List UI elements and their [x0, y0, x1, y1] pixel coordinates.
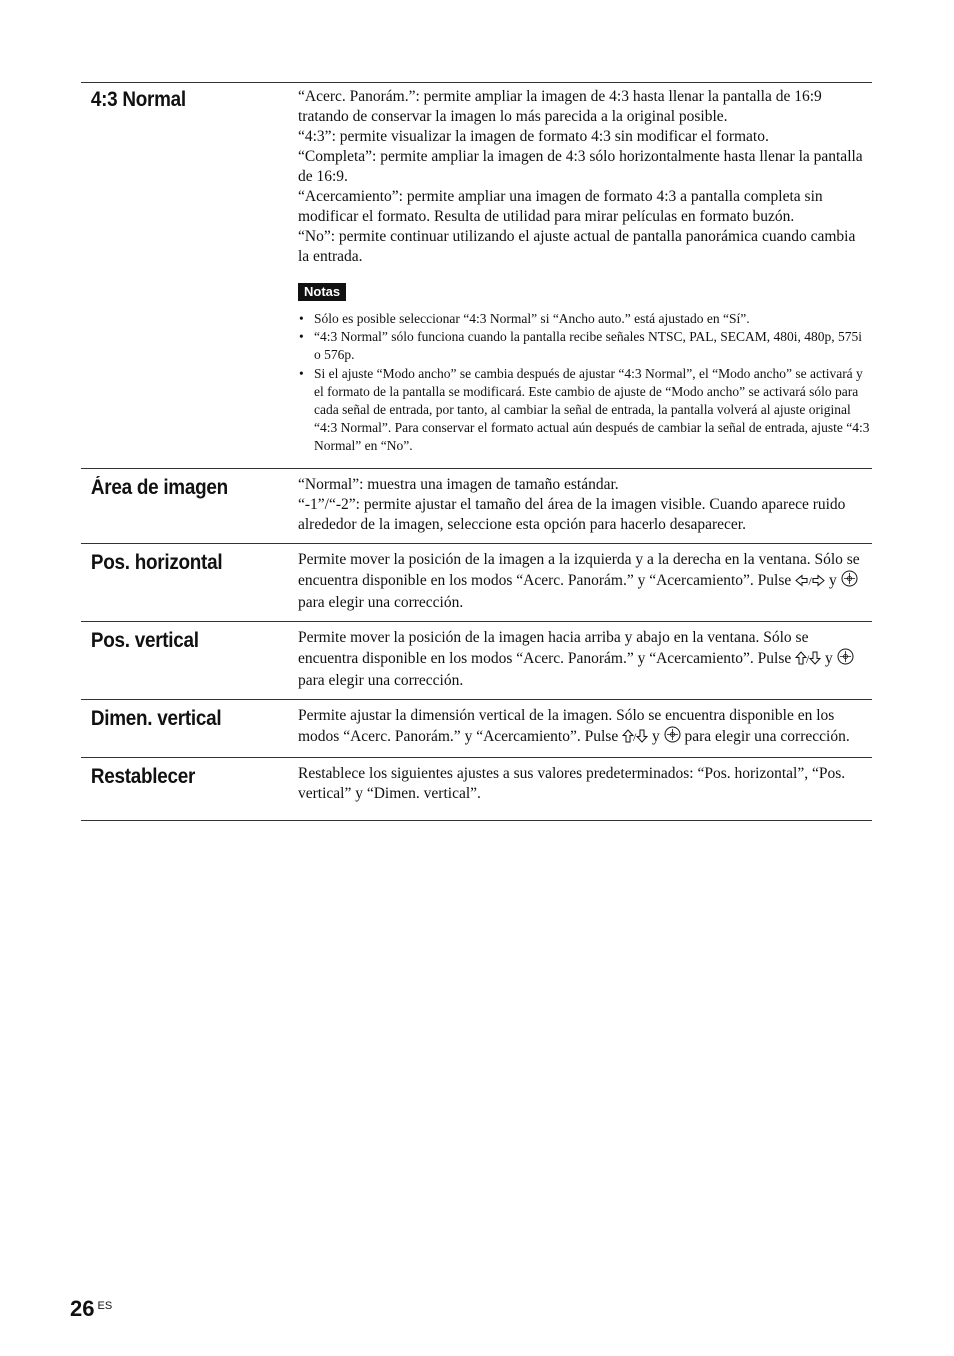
row-pos-vertical [81, 622, 872, 700]
settings-table [81, 82, 872, 821]
desc-pos-vertical [298, 628, 872, 691]
term-4-3-normal: 4:3 Normal [90, 88, 186, 111]
desc-text: Permite mover la posición de la imagen hacia arriba y abajo en la ventana. Sólo se encuentra disponible en los modos “Acerc. Panorám.” y “Acercamiento”. Pulse [298, 628, 809, 667]
row-4-3-normal [81, 83, 872, 469]
desc-text: y [825, 571, 841, 589]
left-right-arrows-icon [795, 573, 825, 593]
up-down-arrows-icon [622, 729, 648, 749]
desc-text: Permite mover la posición de la imagen a la izquierda y a la derecha en la ventana. Sólo se encuentra disponible en los modos “Acerc. Panorám.” y “Acercamiento”. Pulse [298, 550, 860, 589]
row-restablecer [81, 758, 872, 821]
desc-line: “No”: permite continuar utilizando el ajuste actual de pantalla panorámica cuando cambia la entrada. [298, 228, 856, 265]
enter-button-icon [841, 570, 858, 593]
desc-text: para elegir una corrección. [680, 727, 850, 745]
row-pos-horizontal [81, 544, 872, 622]
desc-text: para elegir una corrección. [298, 593, 464, 611]
note-item: • Si el ajuste “Modo ancho” se cambia después de ajustar “4:3 Normal”, el “Modo ancho” se activará y el formato de la pantalla se modificará. Este cambio de ajuste de “Modo ancho” se activará sólo para cada señal de entrada, por tanto, al cambiar la señal de entrada, la pantalla volverá al ajuste original “4:3 Normal”. Para conservar el formato actual aún después de cambiar la señal de entrada, ajuste “4:3 Normal” en “No”. [298, 365, 870, 456]
svg-text:/: / [633, 729, 637, 743]
desc-text: Permite ajustar la dimensión vertical de la imagen. Sólo se encuentra disponible en los modos “Acerc. Panorám.” y “Acercamiento”. Pulse [298, 706, 835, 745]
enter-button-icon [664, 726, 681, 749]
row-area-de-imagen [81, 469, 872, 544]
desc-text: y [648, 727, 664, 745]
note-item: • “4:3 Normal” sólo funciona cuando la pantalla recibe señales NTSC, PAL, SECAM, 480i, 480p, 575i o 576p. [298, 328, 870, 364]
desc-line: “Completa”: permite ampliar la imagen de 4:3 sólo horizontalmente hasta llenar la pantalla de 16:9. [298, 148, 863, 185]
desc-4-3-normal [298, 87, 872, 460]
term-pos-vertical: Pos. vertical [90, 628, 199, 652]
note-item: • Sólo es posible seleccionar “4:3 Normal” si “Ancho auto.” está ajustado en “Sí”. [298, 310, 870, 328]
term-restablecer: Restablecer [90, 764, 196, 788]
desc-area-de-imagen [298, 475, 872, 535]
enter-button-icon [837, 648, 854, 671]
desc-restablecer [298, 764, 872, 804]
desc-line: “Normal”: muestra una imagen de tamaño estándar. [298, 475, 619, 493]
desc-dimen-vertical [298, 706, 872, 749]
desc-pos-horizontal [298, 550, 872, 613]
up-down-arrows-icon [795, 651, 821, 671]
term-area-de-imagen: Área de imagen [90, 475, 228, 499]
page-footer [70, 1297, 112, 1321]
svg-text:/: / [808, 573, 812, 587]
page-language: ES [97, 1300, 113, 1312]
term-dimen-vertical: Dimen. vertical [90, 706, 222, 730]
notes-list [298, 310, 870, 456]
desc-paragraph [298, 628, 870, 691]
desc-text: y [821, 649, 837, 667]
desc-paragraph [298, 550, 870, 613]
desc-line: Restablece los siguientes ajustes a sus valores predeterminados: “Pos. horizontal”, “Pos. vertical” y “Dimen. vertical”. [298, 764, 846, 802]
notes-badge: Notas [298, 283, 346, 301]
term-pos-horizontal: Pos. horizontal [90, 550, 223, 574]
svg-text:/: / [806, 651, 810, 665]
desc-line: “Acerc. Panorám.”: permite ampliar la imagen de 4:3 hasta llenar la pantalla de 16:9 tratando de conservar la imagen lo más parecida a la original posible. [298, 88, 822, 125]
desc-line: “4:3”: permite visualizar la imagen de formato 4:3 sin modificar el formato. [298, 128, 769, 145]
desc-text: para elegir una corrección. [298, 671, 464, 689]
desc-line: “Acercamiento”: permite ampliar una imagen de formato 4:3 a pantalla completa sin modificar el formato. Resulta de utilidad para mirar películas en formato buzón. [298, 188, 823, 225]
page-number: 26 [70, 1296, 95, 1321]
desc-paragraph [298, 706, 870, 749]
row-dimen-vertical [81, 700, 872, 758]
desc-line: “-1”/“-2”: permite ajustar el tamaño del área de la imagen visible. Cuando aparece ruido alrededor de la imagen, seleccione esta opción para hacerlo desaparecer. [298, 495, 846, 533]
